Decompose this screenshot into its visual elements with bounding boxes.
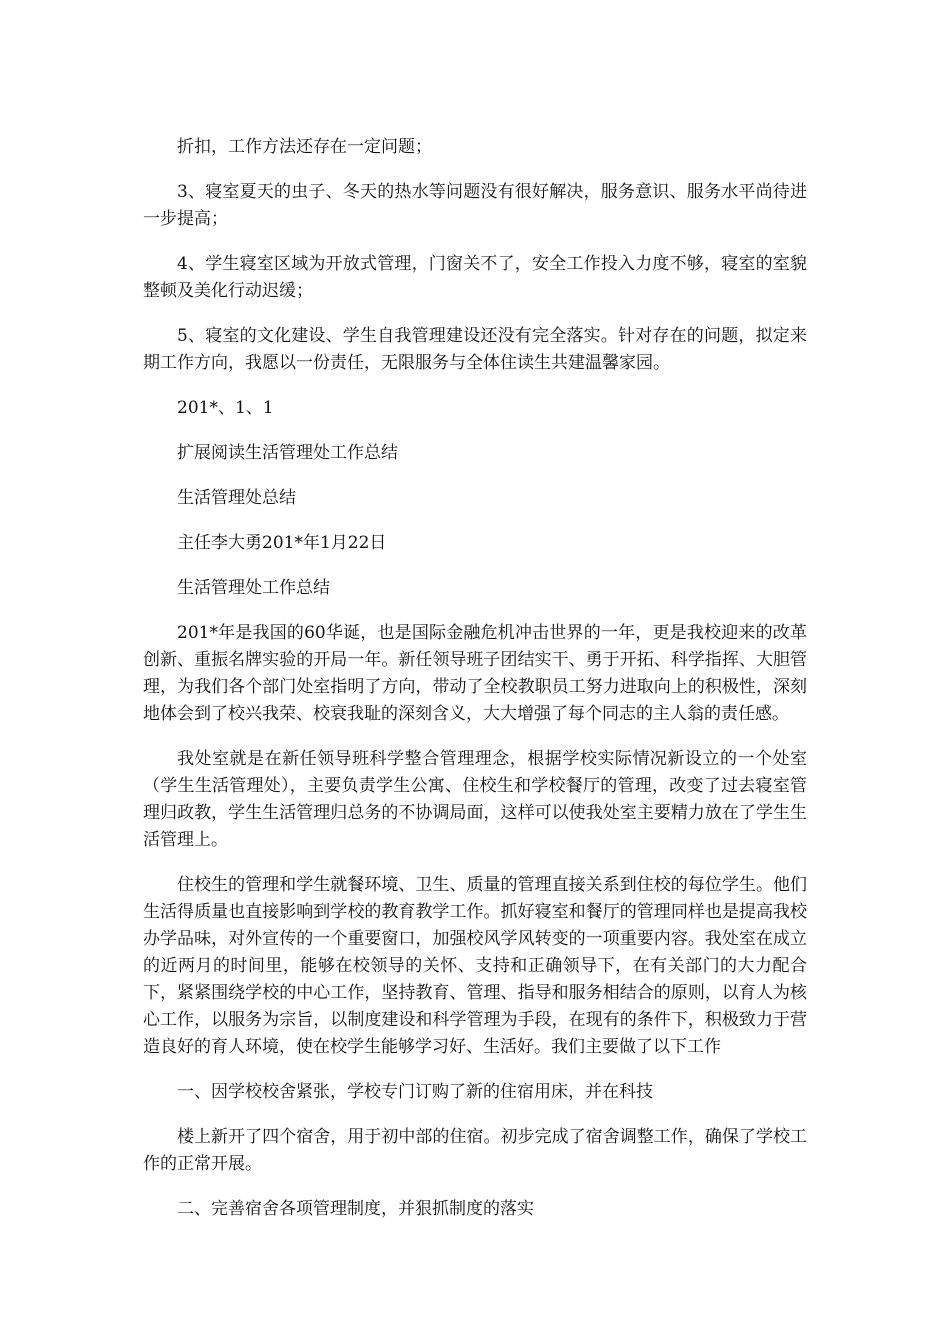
- document-page: [143, 134, 807, 1241]
- paragraph-4: 5、寝室的文化建设、学生自我管理建设还没有完全落实。针对存在的问题，拟定来期工作方向，我愿以一份责任，无限服务与全体住读生共建温馨家园。: [143, 326, 807, 373]
- section-title: 生活管理处工作总结: [177, 578, 330, 598]
- paragraph-1: 折扣，工作方法还存在一定问题；: [177, 137, 432, 157]
- summary-title: 生活管理处总结: [177, 488, 296, 508]
- item-one-body: 楼上新开了四个宿舍，用于初中部的住宿。初步完成了宿舍调整工作，确保了学校工作的正常开展。: [143, 1127, 807, 1174]
- date-line: 201*、1、1: [177, 398, 274, 418]
- author-line: 主任李大勇201*年1月22日: [177, 533, 387, 553]
- item-two-heading: 二、完善宿舍各项管理制度，并狠抓制度的落实: [177, 1199, 534, 1219]
- paragraph-3: 4、学生寝室区域为开放式管理，门窗关不了，安全工作投入力度不够，寝室的室貌整顿及美化行动迟缓；: [143, 254, 807, 301]
- extended-reading-title: 扩展阅读生活管理处工作总结: [177, 443, 398, 463]
- item-one-heading: 一、因学校校舍紧张，学校专门订购了新的住宿用床，并在科技: [177, 1082, 653, 1102]
- paragraph-management: 住校生的管理和学生就餐环境、卫生、质量的管理直接关系到住校的每位学生。他们生活得质量也直接影响到学校的教育教学工作。抓好寝室和餐厅的管理同样也是提高我校办学品味，对外宣传的一个重要窗口，加强校风学风转变的一项重要内容。我处室在成立的近两月的时间里，能够在校领导的关怀、支持和正确领导下，在有关部门的大力配合下，紧紧围绕学校的中心工作，坚持教育、管理、指导和服务相结合的原则，以育人为核心工作，以服务为宗旨，以制度建设和科学管理为手段，在现有的条件下，积极致力于营造良好的育人环境，使在校学生能够学习好、生活好。我们主要做了以下工作: [143, 875, 807, 1057]
- paragraph-2: 3、寝室夏天的虫子、冬天的热水等问题没有很好解决，服务意识、服务水平尚待进一步提高；: [143, 182, 807, 229]
- paragraph-department: 我处室就是在新任领导班科学整合管理理念，根据学校实际情况新设立的一个处室（学生生活管理处），主要负责学生公寓、住校生和学校餐厅的管理，改变了过去寝室管理归政教，学生生活管理归总务的不协调局面，这样可以使我处室主要精力放在了学生生活管理上。: [143, 749, 807, 850]
- paragraph-intro: 201*年是我国的60华诞，也是国际金融危机冲击世界的一年，更是我校迎来的改革创新、重振名牌实验的开局一年。新任领导班子团结实干、勇于开拓、科学指挥、大胆管理，为我们各个部门处室指明了方向，带动了全校教职员工努力进取向上的积极性，深刻地体会到了校兴我荣、校衰我耻的深刻含义，大大增强了每个同志的主人翁的责任感。: [143, 623, 807, 724]
